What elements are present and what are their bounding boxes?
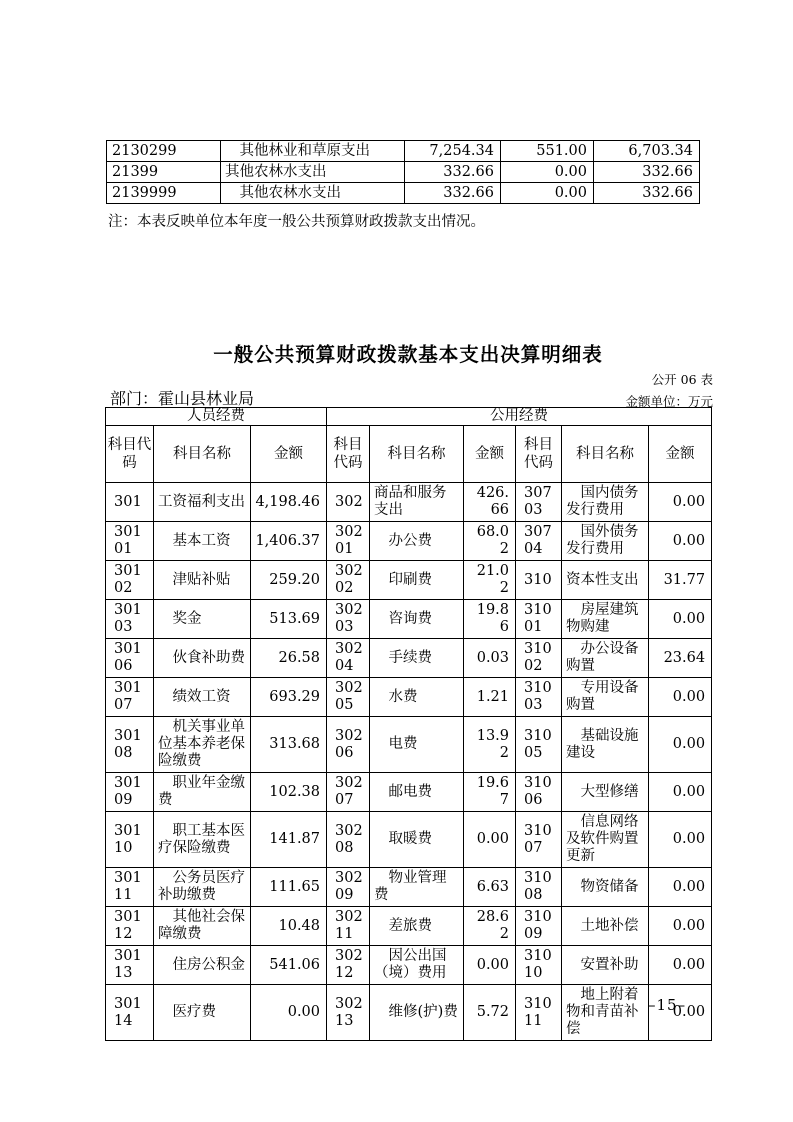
subject-name-cell: 工资福利支出: [154, 483, 251, 522]
department-label: 部门：霍山县林业局: [110, 389, 255, 408]
subject-code-cell: 2139999: [107, 183, 221, 204]
detail-row: [106, 985, 712, 1041]
header-subject-code: 科目代码: [106, 426, 154, 483]
header-amount: 金额: [464, 426, 516, 483]
subject-name-cell: 安置补助: [562, 946, 649, 985]
amount-cell: 141.87: [251, 812, 327, 868]
subject-name-cell: 大型修缮: [562, 773, 649, 812]
subject-name-cell: 奖金: [154, 600, 251, 639]
subject-code-cell: 31008: [516, 868, 562, 907]
subject-name-cell: 津贴补贴: [154, 561, 251, 600]
amount-cell: 0.03: [464, 639, 516, 678]
subject-name-cell: 房屋建筑物购建: [562, 600, 649, 639]
amount-cell: 0.00: [464, 946, 516, 985]
subject-code-cell: 30207: [327, 773, 370, 812]
subject-name-cell: 绩效工资: [154, 678, 251, 717]
subject-code-cell: 31002: [516, 639, 562, 678]
subject-code-cell: 30205: [327, 678, 370, 717]
amount-cell: 332.66: [405, 162, 501, 183]
amount-cell: 0.00: [649, 773, 712, 812]
subject-code-cell: 30107: [106, 678, 154, 717]
header-subject-code: 科目代码: [327, 426, 370, 483]
subject-code-cell: 30101: [106, 522, 154, 561]
subject-code-cell: 310: [516, 561, 562, 600]
subject-code-cell: 30211: [327, 907, 370, 946]
amount-cell: 0.00: [649, 600, 712, 639]
subject-name-cell: 取暖费: [370, 812, 464, 868]
report-title: 一般公共预算财政拨款基本支出决算明细表: [213, 343, 603, 366]
subject-code-cell: 30704: [516, 522, 562, 561]
detail-row: [106, 773, 712, 812]
subject-code-cell: 30108: [106, 717, 154, 773]
subject-code-cell: 31011: [516, 985, 562, 1041]
subject-name-cell: 机关事业单位基本养老保险缴费: [154, 717, 251, 773]
header-amount: 金额: [649, 426, 712, 483]
detail-row: [106, 639, 712, 678]
header-subject-name: 科目名称: [154, 426, 251, 483]
amount-cell: 21.02: [464, 561, 516, 600]
amount-cell: 332.66: [594, 162, 700, 183]
header-subject-code: 科目代码: [516, 426, 562, 483]
amount-cell: 0.00: [649, 985, 712, 1041]
amount-cell: 23.64: [649, 639, 712, 678]
subject-name-cell: 住房公积金: [154, 946, 251, 985]
subject-name-cell: 办公设备购置: [562, 639, 649, 678]
subject-code-cell: 302: [327, 483, 370, 522]
detail-row: [106, 678, 712, 717]
detail-row: [106, 522, 712, 561]
subject-name-cell: 因公出国（境）费用: [370, 946, 464, 985]
amount-cell: 111.65: [251, 868, 327, 907]
amount-cell: 19.86: [464, 600, 516, 639]
subject-code-cell: 30103: [106, 600, 154, 639]
subject-name-cell: 商品和服务支出: [370, 483, 464, 522]
subject-code-cell: 31006: [516, 773, 562, 812]
detail-row: [106, 483, 712, 522]
detail-row: [106, 600, 712, 639]
basic-expenditure-detail-table: [105, 407, 712, 1041]
amount-cell: 0.00: [649, 717, 712, 773]
amount-cell: 31.77: [649, 561, 712, 600]
subject-code-cell: 30112: [106, 907, 154, 946]
amount-cell: 0.00: [649, 868, 712, 907]
subject-name-cell: 水费: [370, 678, 464, 717]
subject-name-cell: 办公费: [370, 522, 464, 561]
amount-cell: 0.00: [649, 678, 712, 717]
amount-cell: 10.48: [251, 907, 327, 946]
subject-code-cell: 30113: [106, 946, 154, 985]
group-header-personnel: 人员经费: [106, 408, 327, 426]
amount-cell: 102.38: [251, 773, 327, 812]
amount-cell: 1.21: [464, 678, 516, 717]
subject-code-cell: 2130299: [107, 141, 221, 162]
subject-name-cell: 伙食补助费: [154, 639, 251, 678]
amount-cell: 7,254.34: [405, 141, 501, 162]
subject-name-cell: 其他林业和草原支出: [221, 141, 405, 162]
subject-name-cell: 其他农林水支出: [221, 183, 405, 204]
amount-cell: 6.63: [464, 868, 516, 907]
page-number: –15–: [648, 996, 687, 1014]
detail-row: [106, 946, 712, 985]
subject-name-cell: 国内债务发行费用: [562, 483, 649, 522]
subject-code-cell: 21399: [107, 162, 221, 183]
subject-name-cell: 差旅费: [370, 907, 464, 946]
summary-row: [107, 141, 700, 162]
expenditure-summary-table: [106, 140, 700, 204]
subject-name-cell: 资本性支出: [562, 561, 649, 600]
subject-name-cell: 物资储备: [562, 868, 649, 907]
amount-cell: 0.00: [251, 985, 327, 1041]
header-subject-name: 科目名称: [562, 426, 649, 483]
subject-code-cell: 30109: [106, 773, 154, 812]
amount-cell: 68.02: [464, 522, 516, 561]
header-subject-name: 科目名称: [370, 426, 464, 483]
amount-cell: 0.00: [501, 183, 594, 204]
amount-cell: 4,198.46: [251, 483, 327, 522]
detail-row: [106, 717, 712, 773]
amount-cell: 259.20: [251, 561, 327, 600]
detail-table-body: [106, 483, 712, 1041]
subject-name-cell: 信息网络及软件购置更新: [562, 812, 649, 868]
amount-cell: 551.00: [501, 141, 594, 162]
subject-name-cell: 专用设备购置: [562, 678, 649, 717]
amount-cell: 0.00: [464, 812, 516, 868]
amount-cell: 693.29: [251, 678, 327, 717]
amount-cell: 0.00: [649, 483, 712, 522]
subject-name-cell: 公务员医疗补助缴费: [154, 868, 251, 907]
detail-row: [106, 561, 712, 600]
subject-code-cell: 301: [106, 483, 154, 522]
amount-cell: 0.00: [649, 907, 712, 946]
column-header-row: [106, 426, 712, 483]
subject-name-cell: 维修(护)费: [370, 985, 464, 1041]
amount-cell: 1,406.37: [251, 522, 327, 561]
subject-code-cell: 30212: [327, 946, 370, 985]
table-note: 注：本表反映单位本年度一般公共预算财政拨款支出情况。: [108, 214, 485, 230]
amount-cell: 19.67: [464, 773, 516, 812]
subject-code-cell: 30203: [327, 600, 370, 639]
subject-name-cell: 电费: [370, 717, 464, 773]
form-number-label: 公开 06 表: [651, 372, 713, 387]
group-header-row: [106, 408, 712, 426]
group-header-public: 公用经费: [327, 408, 712, 426]
subject-code-cell: 30106: [106, 639, 154, 678]
subject-code-cell: 30206: [327, 717, 370, 773]
subject-code-cell: 30703: [516, 483, 562, 522]
subject-code-cell: 30110: [106, 812, 154, 868]
subject-name-cell: 印刷费: [370, 561, 464, 600]
subject-code-cell: 30111: [106, 868, 154, 907]
subject-name-cell: 医疗费: [154, 985, 251, 1041]
subject-code-cell: 31003: [516, 678, 562, 717]
amount-cell: 0.00: [649, 812, 712, 868]
subject-code-cell: 31010: [516, 946, 562, 985]
detail-row: [106, 868, 712, 907]
subject-code-cell: 31005: [516, 717, 562, 773]
subject-code-cell: 30208: [327, 812, 370, 868]
amount-cell: 0.00: [649, 946, 712, 985]
subject-name-cell: 基础设施建设: [562, 717, 649, 773]
amount-cell: 13.92: [464, 717, 516, 773]
subject-name-cell: 手续费: [370, 639, 464, 678]
header-amount: 金额: [251, 426, 327, 483]
subject-code-cell: 30213: [327, 985, 370, 1041]
subject-name-cell: 土地补偿: [562, 907, 649, 946]
subject-name-cell: 基本工资: [154, 522, 251, 561]
amount-cell: 0.00: [649, 522, 712, 561]
subject-code-cell: 31001: [516, 600, 562, 639]
amount-cell: 332.66: [594, 183, 700, 204]
subject-name-cell: 职工基本医疗保险缴费: [154, 812, 251, 868]
amount-cell: 313.68: [251, 717, 327, 773]
amount-cell: 332.66: [405, 183, 501, 204]
amount-cell: 26.58: [251, 639, 327, 678]
subject-code-cell: 30202: [327, 561, 370, 600]
amount-unit-label: 金额单位：万元: [625, 394, 713, 409]
amount-cell: 541.06: [251, 946, 327, 985]
subject-name-cell: 国外债务发行费用: [562, 522, 649, 561]
subject-name-cell: 物业管理费: [370, 868, 464, 907]
subject-code-cell: 31007: [516, 812, 562, 868]
amount-cell: 6,703.34: [594, 141, 700, 162]
subject-name-cell: 其他农林水支出: [221, 162, 405, 183]
subject-name-cell: 地上附着物和青苗补偿: [562, 985, 649, 1041]
summary-table-body: [107, 141, 700, 204]
subject-name-cell: 咨询费: [370, 600, 464, 639]
amount-cell: 513.69: [251, 600, 327, 639]
subject-code-cell: 30204: [327, 639, 370, 678]
subject-code-cell: 31009: [516, 907, 562, 946]
amount-cell: 0.00: [501, 162, 594, 183]
amount-cell: 5.72: [464, 985, 516, 1041]
subject-name-cell: 邮电费: [370, 773, 464, 812]
detail-row: [106, 812, 712, 868]
amount-cell: 28.62: [464, 907, 516, 946]
subject-code-cell: 30209: [327, 868, 370, 907]
subject-code-cell: 30201: [327, 522, 370, 561]
subject-code-cell: 30114: [106, 985, 154, 1041]
summary-row: [107, 183, 700, 204]
summary-row: [107, 162, 700, 183]
subject-name-cell: 职业年金缴费: [154, 773, 251, 812]
subject-name-cell: 其他社会保障缴费: [154, 907, 251, 946]
detail-row: [106, 907, 712, 946]
amount-cell: 426.66: [464, 483, 516, 522]
subject-code-cell: 30102: [106, 561, 154, 600]
